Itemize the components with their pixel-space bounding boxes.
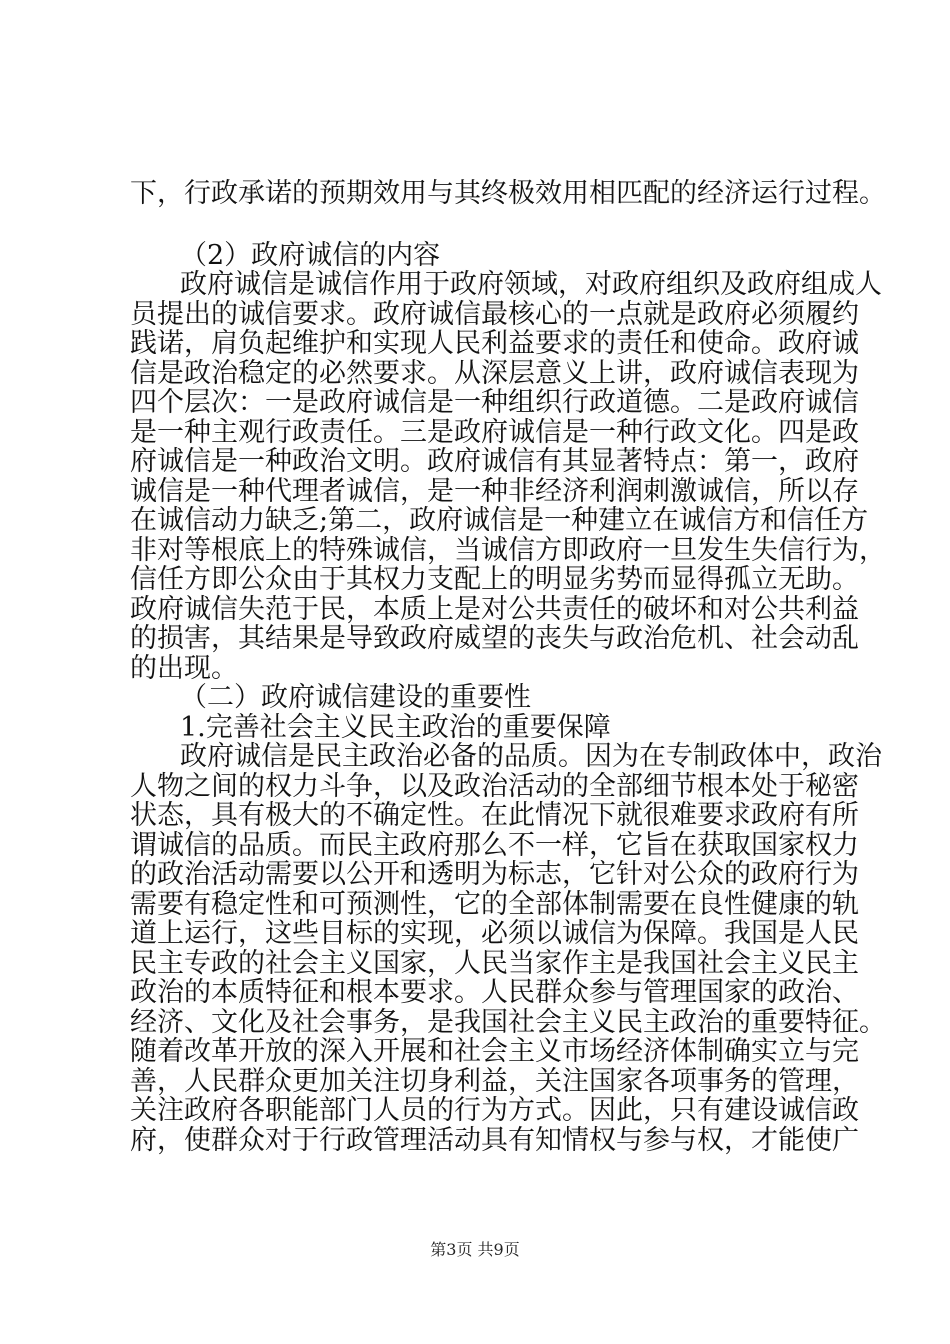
page-number: 第3页 共9页 [430, 1240, 520, 1259]
text-line: 的损害，其结果是导致政府威望的丧失与政治危机、社会动乱 [130, 623, 859, 654]
text-line: 是一种主观行政责任。三是政府诚信是一种行政文化。四是政 [130, 417, 859, 448]
text-line: 信任方即公众由于其权力支配上的明显劣势而显得孤立无助。 [130, 564, 859, 595]
text-line: 随着改革开放的深入开展和社会主义市场经济体制确实立与完 [130, 1036, 859, 1067]
text-line: 践诺，肩负起维护和实现人民利益要求的责任和使命。政府诚 [130, 328, 859, 359]
text-line: 府，使群众对于行政管理活动具有知情权与参与权，才能使广 [130, 1125, 859, 1156]
text-line: 的出现。 [130, 653, 238, 684]
section-heading: （2）政府诚信的内容 [180, 240, 441, 271]
text-line: 员提出的诚信要求。政府诚信最核心的一点就是政府必须履约 [130, 299, 859, 330]
text-line: 的政治活动需要以公开和透明为标志，它针对公众的政府行为 [130, 859, 859, 890]
text-line: 人物之间的权力斗争，以及政治活动的全部细节根本处于秘密 [130, 771, 859, 802]
text-line: 下，行政承诺的预期效用与其终极效用相匹配的经济运行过程。 [130, 178, 886, 209]
text-line: 需要有稳定性和可预测性，它的全部体制需要在良性健康的轨 [130, 889, 859, 920]
text-line: 谓诚信的品质。而民主政府那么不一样，它旨在获取国家权力 [130, 830, 859, 861]
text-line: 经济、文化及社会事务，是我国社会主义民主政治的重要特征。 [130, 1007, 886, 1038]
text-line: 政治的本质特征和根本要求。人民群众参与管理国家的政治、 [130, 977, 859, 1008]
text-line: 关注政府各职能部门人员的行为方式。因此，只有建设诚信政 [130, 1095, 859, 1126]
subsection-heading: 1.完善社会主义民主政治的重要保障 [180, 712, 611, 743]
text-line: 政府诚信是诚信作用于政府领域，对政府组织及政府组成人 [180, 269, 882, 300]
section-heading: （二）政府诚信建设的重要性 [180, 682, 531, 713]
text-line: 状态，具有极大的不确定性。在此情况下就很难要求政府有所 [130, 800, 859, 831]
text-line: 善，人民群众更加关注切身利益，关注国家各项事务的管理， [130, 1066, 859, 1097]
text-line: 政府诚信失范于民，本质上是对公共责任的破坏和对公共利益 [130, 594, 859, 625]
text-line: 在诚信动力缺乏;第二，政府诚信是一种建立在诚信方和信任方 [130, 505, 869, 536]
text-line: 府诚信是一种政治文明。政府诚信有其显著特点：第一，政府 [130, 446, 859, 477]
text-line: 诚信是一种代理者诚信，是一种非经济利润刺激诚信，所以存 [130, 476, 859, 507]
text-line: 四个层次：一是政府诚信是一种组织行政道德。二是政府诚信 [130, 387, 859, 418]
text-line: 信是政治稳定的必然要求。从深层意义上讲，政府诚信表现为 [130, 358, 859, 389]
text-line: 政府诚信是民主政治必备的品质。因为在专制政体中，政治 [180, 741, 882, 772]
text-line: 非对等根底上的特殊诚信，当诚信方即政府一旦发生失信行为， [130, 535, 886, 566]
text-line: 民主专政的社会主义国家，人民当家作主是我国社会主义民主 [130, 948, 859, 979]
text-line: 道上运行，这些目标的实现，必须以诚信为保障。我国是人民 [130, 918, 859, 949]
